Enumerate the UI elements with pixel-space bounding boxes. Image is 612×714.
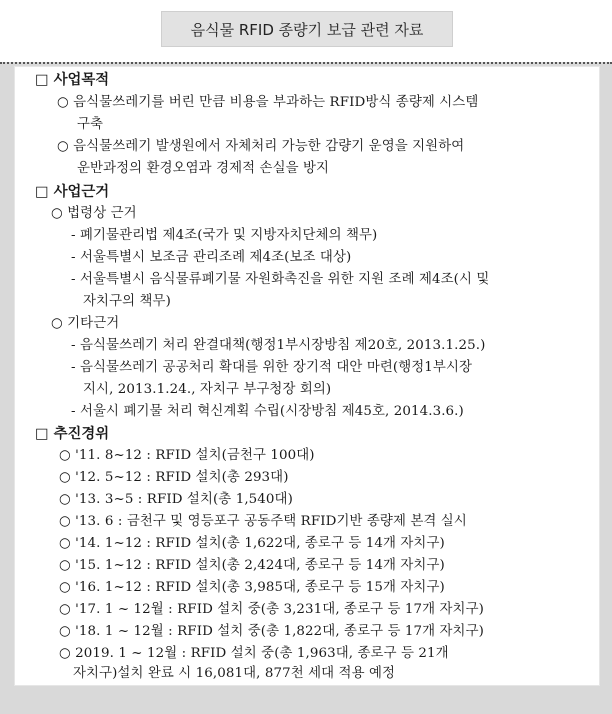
dash-item: - 서울시 폐기물 처리 혁신계획 수립(시장방침 제45호, 2014.3.6.) xyxy=(71,404,464,419)
content-area xyxy=(14,66,600,686)
history-item: ○ '14. 1~12 : RFID 설치(총 1,622대, 종로구 등 14개 자치구) xyxy=(59,536,445,551)
dash-item: - 폐기물관리법 제4조(국가 및 지방자치단체의 책무) xyxy=(71,228,378,243)
history-item: ○ '17. 1 ~ 12월 : RFID 설치 중(총 3,231대, 종로구 등 17개 자치구) xyxy=(59,602,484,617)
dash-continuation: 지시, 2013.1.24., 자치구 부구청장 회의) xyxy=(83,382,332,397)
section-heading-history: □ 추진경위 xyxy=(35,426,110,442)
document-title: 음식물 RFID 종량기 보급 관련 자료 xyxy=(161,11,453,47)
history-item: ○ '11. 8~12 : RFID 설치(금천구 100대) xyxy=(59,448,315,463)
history-item: ○ '13. 6 : 금천구 및 영등포구 공동주택 RFID기반 종량제 본격 실시 xyxy=(59,514,467,529)
bullet-continuation: 구축 xyxy=(77,117,104,132)
dash-item: - 서울특별시 보조금 관리조례 제4조(보조 대상) xyxy=(71,250,352,265)
dash-item: - 음식물쓰레기 처리 완결대책(행정1부시장방침 제20호, 2013.1.25.) xyxy=(71,338,486,353)
history-item: ○ '15. 1~12 : RFID 설치(총 2,424대, 종로구 등 14개 자치구) xyxy=(59,558,445,573)
bullet-continuation: 운반과정의 환경오염과 경제적 손실을 방지 xyxy=(77,161,330,176)
history-item: ○ '16. 1~12 : RFID 설치(총 3,985대, 종로구 등 15개 자치구) xyxy=(59,580,445,595)
dash-item: - 음식물쓰레기 공공처리 확대를 위한 장기적 대안 마련(행정1부시장 xyxy=(71,360,473,375)
bullet-item: ○ 법령상 근거 xyxy=(51,206,137,221)
section-heading-basis: □ 사업근거 xyxy=(35,184,110,200)
section-heading-purpose: □ 사업목적 xyxy=(35,72,110,88)
history-continuation: 자치구)설치 완료 시 16,081대, 877천 세대 적용 예정 xyxy=(73,666,396,681)
history-item: ○ '13. 3~5 : RFID 설치(총 1,540대) xyxy=(59,492,293,507)
bullet-item: ○ 음식물쓰레기 발생원에서 자체처리 가능한 감량기 운영을 지원하여 xyxy=(57,139,465,154)
history-item: ○ '18. 1 ~ 12월 : RFID 설치 중(총 1,822대, 종로구 등 17개 자치구) xyxy=(59,624,484,639)
dash-continuation: 자치구의 책무) xyxy=(83,294,171,309)
bullet-item: ○ 음식물쓰레기를 버린 만큼 비용을 부과하는 RFID방식 종량제 시스템 xyxy=(57,95,479,110)
bullet-item: ○ 기타근거 xyxy=(51,316,120,331)
dash-item: - 서울특별시 음식물류폐기물 자원화촉진을 위한 지원 조례 제4조(시 및 xyxy=(71,272,490,287)
history-item: ○ 2019. 1 ~ 12월 : RFID 설치 중(총 1,963대, 종로구 등 21개 xyxy=(59,646,449,661)
history-item: ○ '12. 5~12 : RFID 설치(총 293대) xyxy=(59,470,289,485)
